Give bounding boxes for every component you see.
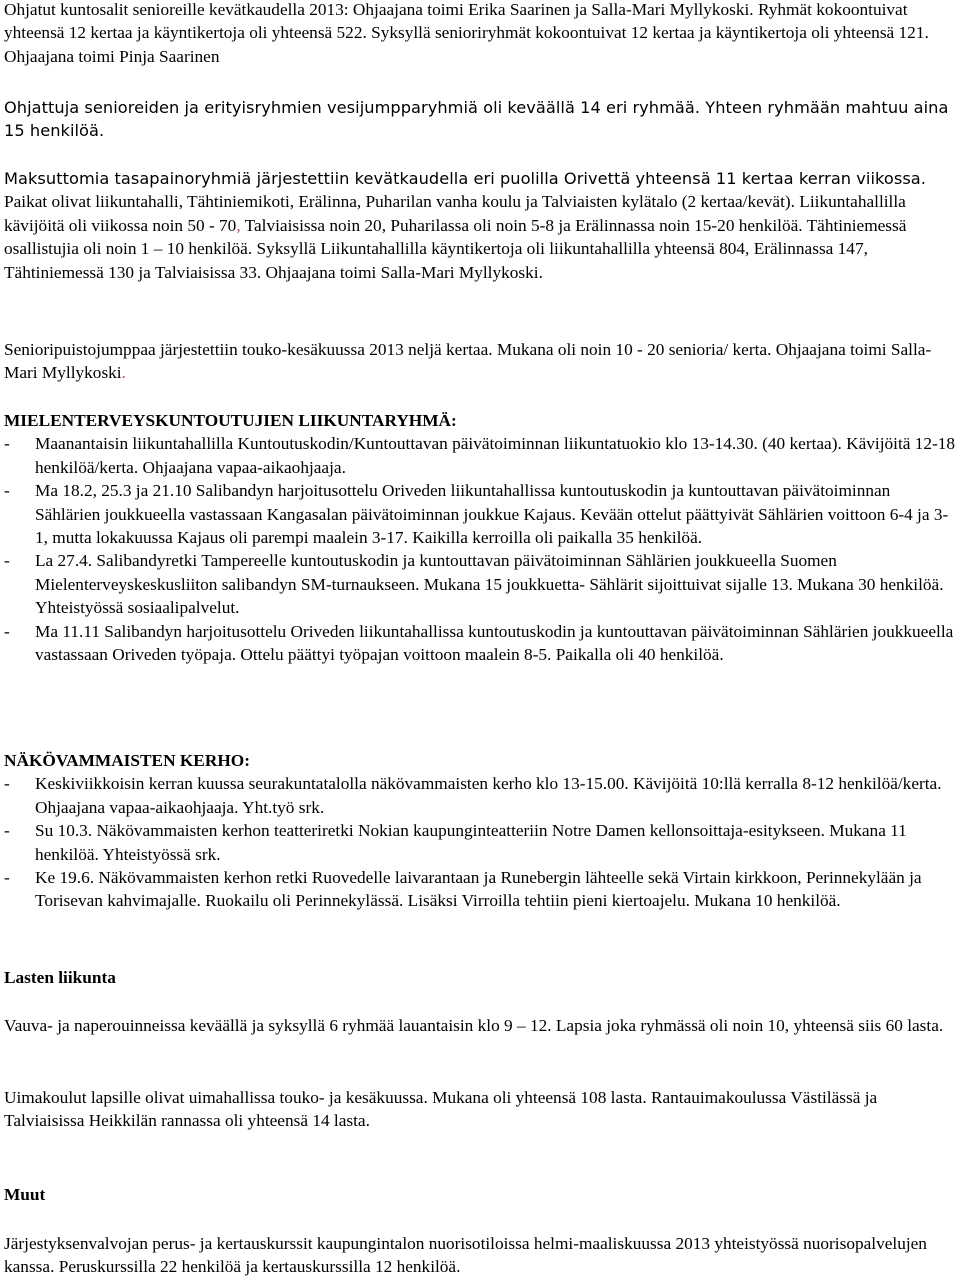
intro-park-gym <box>4 338 956 385</box>
list-item: - Ma 18.2, 25.3 ja 21.10 Salibandyn harjoitusottelu Oriveden liikuntahallissa kuntoutuskodin ja kuntouttavan päivätoiminnan Sählärien joukkueella vastassaan Kangasalan päivätoiminnan joukkue Kajaus. Kevään ottelut päättyivät Sählärien voittoon 6-4 ja 3-1, mutta lokakuussa Kajaus oli parempi maalein 3-17. Kaikilla kerroilla oli paikalla 35 henkilöä. <box>4 479 956 549</box>
section-lasten-liikunta <box>4 966 956 989</box>
text-park-gym: Senioripuistojumppaa järjestettiin touko-kesäkuussa 2013 neljä kertaa. Mukana oli noin 10 - 20 senioria/ kerta. Ohjaajana toimi Salla-Mari Myllykoski <box>4 340 932 383</box>
paragraph-aqua-gym: Ohjattuja senioreiden ja erityisryhmien vesijumpparyhmiä oli keväällä 14 eri ryhmää. Yhteen ryhmään mahtuu aina 15 henkilöä. <box>4 98 949 141</box>
paragraph-security-courses: Järjestyksenvalvojan perus- ja kertauskurssit kaupungintalon nuorisotiloissa helmi-maaliskuussa 2013 yhteistyössä nuorisopalvelujen kanssa. Peruskurssilla 22 henkilöä ja kertauskurssilla 12 henkilöä. <box>4 1234 927 1277</box>
list-mielenterveys <box>4 432 956 666</box>
paragraph-block-baby-swimming <box>4 1014 956 1037</box>
heading-lasten-liikunta: Lasten liikunta <box>4 968 116 987</box>
paragraph-balance-locations <box>4 190 956 284</box>
list-item: - Maanantaisin liikuntahallilla Kuntoutuskodin/Kuntouttavan päivätoiminnan liikuntatuokio klo 13-14.30. (40 kertaa). Kävijöitä 12-18 henkilöä/kerta. Ohjaajana vapaa-aikaohjaaja. <box>4 432 956 479</box>
heading-nakovammaiset: NÄKÖVAMMAISTEN KERHO: <box>4 751 250 770</box>
intro-balance-groups <box>4 167 956 284</box>
text-park-gym-period: . <box>121 363 126 383</box>
heading-muut: Muut <box>4 1185 46 1204</box>
section-mielenterveys <box>4 409 956 666</box>
paragraph-park-gym <box>4 338 956 385</box>
paragraph-balance-groups: Maksuttomia tasapainoryhmiä järjestettiin kevätkaudella eri puolilla Orivettä yhteensä 11 kertaa kerran viikossa. <box>4 169 926 188</box>
section-nakovammaiset <box>4 749 956 913</box>
paragraph-swimming-school: Uimakoulut lapsille olivat uimahallissa touko- ja kesäkuussa. Mukana oli yhteensä 108 lasta. Rantauimakoulussa Västilässä ja Talviaisissa Heikkilän rannassa oli yhteensä 14 lasta. <box>4 1088 878 1131</box>
list-item: - Ke 19.6. Näkövammaisten kerhon retki Ruovedelle laivarantaan ja Runebergin lähteelle sekä Virtain kirkkoon, Perinnekylään ja Torisevan kahvimajalle. Ruokailu oli Perinnekylässä. Lisäksi Virroilla tehtiin pieni kiertoajelu. Mukana 10 henkilöä. <box>4 866 956 913</box>
list-item: - La 27.4. Salibandyretki Tampereelle kuntoutuskodin ja kuntouttavan päivätoiminnan Sählärien joukkueella Suomen Mielenterveyskeskusliiton salibandyn SM-turnaukseen. Mukana 15 joukkuetta- Sählärit sijoittuivat sijalle 13. Mukana 30 henkilöä. Yhteistyössä sosiaalipalvelut. <box>4 549 956 619</box>
intro-aqua-gym <box>4 96 956 143</box>
text-locations-comma: , <box>236 215 241 235</box>
paragraph-block-security-courses <box>4 1232 956 1279</box>
paragraph-senior-gym: Ohjatut kuntosalit senioreille kevätkaudella 2013: Ohjaajana toimi Erika Saarinen ja Salla-Mari Myllykoski. Ryhmät kokoontuivat yhteensä 12 kertaa ja käyntikertoja oli yhteensä 522. Syksyllä senioriryhmät kokoontuivat 12 kertaa ja käyntikertoja oli yhteensä 121. Ohjaajana toimi Pinja Saarinen <box>4 0 929 66</box>
list-item: - Su 10.3. Näkövammaisten kerhon teatteriretki Nokian kaupunginteatteriin Notre Damen kellonsoittaja-esitykseen. Mukana 11 henkilöä. Yhteistyössä srk. <box>4 819 956 866</box>
text-locations-a: Paikat olivat liikuntahalli, Tähtiniemikoti, Erälinna, Puharilan vanha koulu ja Talviaisten kylätalo (2 kertaa/kevät). Liikuntahallilla kävijöitä oli viikossa noin 50 - 70 <box>4 192 906 235</box>
text-locations-b: Talviaisissa noin 20, Puharilassa oli noin 5-8 ja Erälinnassa noin 15-20 henkilöä. Tähtiniemessä osallistujia oli noin 1 – 10 henkilöä. Syksyllä Liikuntahallilla käyntikertoja oli liikuntahallilla yhteensä 804, Erälinnassa 147, Tähtiniemessä 130 ja Talviaisissa 33. Ohjaajana toimi Salla-Mari Myllykoski. <box>4 215 907 282</box>
paragraph-block-swimming-school <box>4 1086 956 1133</box>
list-item: - Ma 11.11 Salibandyn harjoitusottelu Oriveden liikuntahallissa kuntoutuskodin ja kuntouttavan päivätoiminnan Sählärien joukkueella vastassaan Oriveden työpaja. Ottelu päättyi työpajan voittoon maalein 8-5. Paikalla oli 40 henkilöä. <box>4 620 956 667</box>
list-item: - Keskiviikkoisin kerran kuussa seurakuntatalolla näkövammaisten kerho klo 13-15.00. Kävijöitä 10:llä kerralla 8-12 henkilöä/kerta. Ohjaajana vapaa-aikaohjaaja. Yht.työ srk. <box>4 772 956 819</box>
paragraph-baby-swimming: Vauva- ja naperouinneissa keväällä ja syksyllä 6 ryhmää lauantaisin klo 9 – 12. Lapsia joka ryhmässä oli noin 10, yhteensä siis 60 lasta. <box>4 1016 944 1035</box>
heading-mielenterveys: MIELENTERVEYSKUNTOUTUJIEN LIIKUNTARYHMÄ: <box>4 411 457 430</box>
section-muut <box>4 1183 956 1206</box>
list-nakovammaiset <box>4 772 956 912</box>
intro-seniors-gym <box>4 0 956 68</box>
